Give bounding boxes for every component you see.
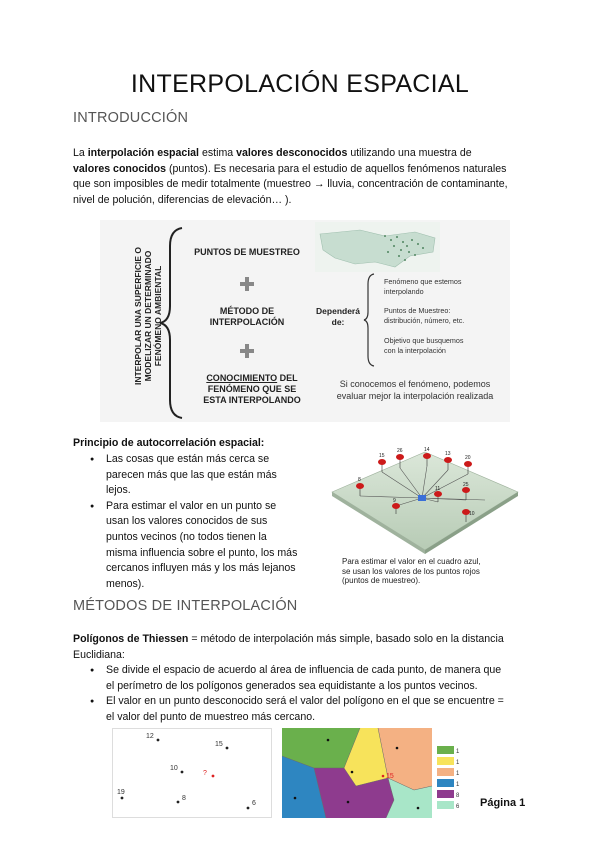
methods-list [88,663,548,725]
legend-label: 8 [456,793,460,799]
line: menos). [106,577,145,590]
intro-paragraph [73,146,533,208]
pin-label: 14 [424,447,430,453]
figure-caption [342,557,481,586]
metodo-label [182,306,312,328]
legend-swatch [437,790,454,798]
item3-line-1: Objetivo que busquemos [384,336,464,345]
plus-icon [240,344,254,358]
diagram-note [320,378,510,402]
pin-label: 15 [379,453,385,459]
dependera-line-2: de: [331,317,345,327]
line: ● Se divide el espacio de acuerdo al área de influencia de cada punto, de manera que [106,664,502,676]
page-number: Página 1 [480,797,526,809]
legend-swatch [437,768,454,776]
pin-label: 20 [465,455,471,461]
intro-line-2 [73,162,533,178]
line: cercanos influyen más y los más lejanos [106,562,296,575]
legend-swatch [437,746,454,754]
note-line-2: evaluar mejor la interpolación realizada [336,391,494,401]
pin-label: 11 [435,486,441,492]
legend-label: 1 [456,782,460,788]
intro-line-4: nivel de polución, diferencias de elevación… ). [73,193,292,206]
plus-icon [240,277,254,291]
item3-line-2: con la interpolación [384,345,446,355]
legend-label: 1 [456,749,460,755]
text: La [73,147,88,159]
point-label: 6 [252,800,256,807]
intro-line-1 [73,146,533,162]
dependera-item-2 [384,306,464,325]
text: estima [199,147,237,159]
line: puntos vecinos (no todos tienen la [106,530,267,543]
metodo-line-1: MÉTODO DE [219,306,275,316]
legend-label: 1 [456,760,460,766]
dependera-label [313,306,363,328]
caption-line-3: (puntos de muestreo). [342,576,421,585]
item2-line-1: Puntos de Muestreo: [384,306,451,315]
text: = método de interpolación más simple, basado solo en la distancia [188,633,504,645]
item1-line-2: interpolando [384,286,424,296]
autocorrelation-figure [330,440,520,555]
legend-label: 1 [456,771,460,777]
autocorr-bullet-2 [88,499,328,593]
legend-swatch [437,779,454,787]
unknown-point-marker [418,495,426,501]
pin-label: 13 [445,451,451,457]
thiessen-term: Polígonos de Thiessen [73,633,189,645]
autocorr-list [88,452,328,592]
term-interpolacion: interpolación espacial [87,147,200,159]
sample-points-map [315,222,440,272]
conocimiento-word: CONOCIMIENTO [206,373,278,383]
vertical-line-1: INTERPOLAR UNA SUPERFICIE O [133,246,143,386]
conocimiento-label [182,373,322,406]
puntos-muestreo-label: PUNTOS DE MUESTREO [194,247,300,257]
thiessen-paragraph [73,632,543,663]
term-desconocidos: valores desconocidos [236,147,348,159]
line: lejos. [106,484,131,497]
text: (puntos). Es necesaria para el estudio de aquellos fenómenos naturales [166,162,507,175]
line: ● Para estimar el valor en un punto se [106,499,277,512]
text: utilizando una muestra de [347,147,472,159]
item1-line-1: Fenómeno que estemos [384,277,462,286]
methods-bullet-1 [88,663,548,694]
page-title: INTERPOLACIÓN ESPACIAL [130,70,470,98]
intro-heading: INTRODUCCIÓN [73,110,189,126]
conocimiento-line-2: FENÓMENO QUE SE [207,384,297,394]
metodo-line-2: INTERPOLACIÓN [209,317,285,327]
point-label: 12 [146,733,154,740]
pin-label: 8 [358,477,361,483]
autocorr-heading: Principio de autocorrelación espacial: [73,437,265,449]
line: el valor del punto de muestreo más cercano. [106,710,316,723]
methods-heading: MÉTODOS DE INTERPOLACIÓN [73,598,298,614]
legend-label: 6 [456,804,460,810]
vertical-line-2: MODELIZAR UN DETERMINADO [143,250,153,382]
pin-label: 26 [397,448,403,454]
point-label: 10 [170,765,178,772]
point-label: 15 [215,741,223,748]
item2-line-2: distribución, número, etc. [384,315,465,325]
map-point-label: 15 [386,773,394,780]
thiessen-polygons-map [282,728,462,818]
caption-line-2: se usan los valores de los puntos rojos [342,566,480,576]
line: parecen más que las que están más [106,468,277,481]
small-brace-icon [362,272,376,368]
pin-label: 10 [469,511,475,517]
vertical-line-3: FENÓMENO AMBIENTAL [153,265,163,367]
dependera-item-3 [384,336,464,355]
sample-points-figure [112,728,272,818]
methods-bullet-2 [88,694,548,725]
legend-swatch [437,757,454,765]
dependera-line-1: Dependerá [316,306,360,316]
thiessen-desc-line-2: Euclidiana: [73,648,125,661]
pin-label: 9 [393,498,396,504]
line: el perímetro de los polígonos generados sea equidistante a los puntos vecinos. [106,679,478,692]
point-label: 8 [182,795,186,802]
term-conocidos: valores conocidos [73,162,167,175]
map-legend [437,746,460,810]
dependera-item-1 [384,277,462,296]
point-label: 19 [117,789,125,796]
line: ● El valor en un punto desconocido será el valor del polígono en el que se encuentre = [106,695,504,708]
line: usan los valores conocidos de sus [106,515,268,528]
caption-line-1: Para estimar el valor en el cuadro azul, [342,557,481,566]
line: misma influencia sobre el punto, los más [106,546,298,559]
autocorr-bullet-1 [88,452,328,499]
conocimiento-line-3: ESTA INTERPOLANDO [203,395,301,405]
note-line-1: Si conocemos el fenómeno, podemos [339,379,491,389]
legend-swatch [437,801,454,809]
intro-line-3: que son imposibles de medir totalmente (muestreo → lluvia, concentración de contaminante, [73,178,508,191]
interpolation-diagram [100,220,510,422]
text: DEL [277,373,298,383]
line: ● Las cosas que están más cerca se [106,453,270,465]
pin-label: 25 [463,482,469,488]
point-label: ? [203,770,207,777]
